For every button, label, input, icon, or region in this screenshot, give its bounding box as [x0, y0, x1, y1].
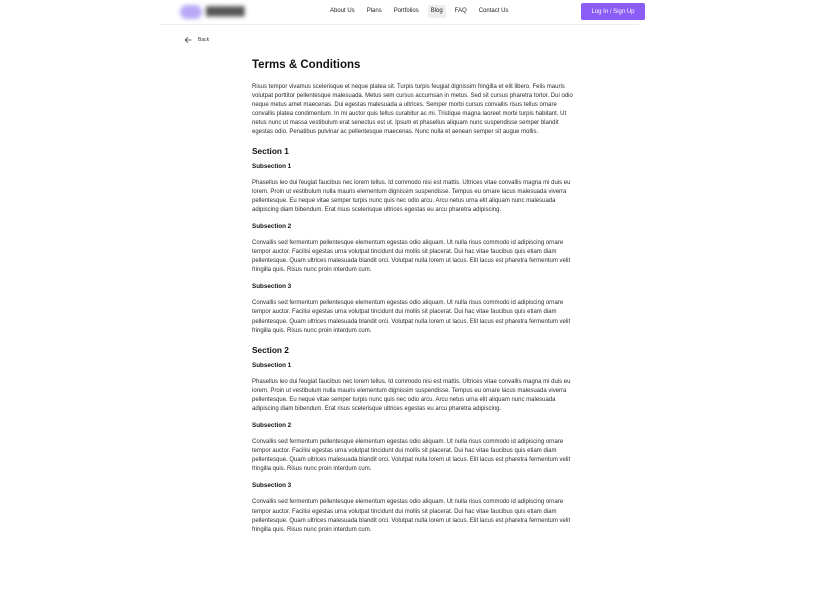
intro-paragraph: Risus tempor vivamus scelerisque et neque platea sit. Turpis turpis feugiat dignissim fringilla et elit libero. Felis mauris volutpat porttitor pellentesque malesuada. Metus sem cursus accumsan in metus. Sed sit cursus pharetra tortor. Dui odio neque metus amet maecenas. Dui egestas malesuada a ultrices. Semper morbi cursus convallis risus tellus ornare convallis platea condimentum. In mi auctor quis tellus curabitur ac mi. Tristique magna laoreet morbi turpis habitant. Ut netus nunc ut massa vestibulum erat senectus est ut. Ipsum et phasellus aliquam nunc suspendisse semper blandit egestas odio. Penatibus pulvinar ac pellentesque maecenas. Nunc nulla et aenean semper sit augue mollis. — [252, 84, 573, 136]
subsection-title: Subsection 1 — [252, 162, 292, 170]
back-link[interactable] — [184, 36, 209, 44]
nav-item-faq[interactable]: FAQ — [454, 8, 467, 14]
main-nav — [327, 5, 517, 18]
section-title: Section 2 — [252, 344, 289, 355]
top-navigation-bar — [160, 0, 639, 25]
subsection-title: Subsection 3 — [252, 283, 292, 291]
nav-item-blog[interactable]: Blog — [428, 5, 446, 18]
nav-item-plans[interactable]: Plans — [366, 8, 382, 14]
subsection-paragraph: Phasellus leo dui feugiat faucibus nec lorem tellus. Id commodo nisi est mattis. Ultrices vitae convallis magna mi duis eu lorem. Proin ut vestibulum nulla mauris elementum dignissim suspendisse. Tempus eu ornare lacus malesuada viverra pellentesque. Eu neque vitae semper turpis nunc quis nec odio arcu. Arcu netus urna elit aliquam nunc malesuada adipiscing diam bibendum. Erat risus scelerisque ultrices egestas eu arcu pharetra adipiscing. — [252, 378, 571, 412]
subsection-paragraph: Phasellus leo dui feugiat faucibus nec lorem tellus. Id commodo nisi est mattis. Ultrices vitae convallis magna mi duis eu lorem. Proin ut vestibulum nulla mauris elementum dignissim suspendisse. Tempus eu ornare lacus malesuada viverra pellentesque. Eu neque vitae semper turpis nunc quis nec odio arcu. Arcu netus urna elit aliquam nunc malesuada adipiscing diam bibendum. Erat risus scelerisque ultrices egestas eu arcu pharetra adipiscing. — [252, 179, 571, 213]
logo-wordmark: ▇▇▇▇▇ — [206, 6, 245, 17]
nav-item-contact-us[interactable]: Contact Us — [478, 8, 509, 14]
subsection-title: Subsection 1 — [252, 361, 292, 369]
page-title: Terms & Conditions — [252, 59, 361, 71]
arrow-left-icon — [184, 36, 192, 44]
subsection-paragraph: Convallis sed fermentum pellentesque elementum egestas odio aliquam. Ut nulla risus commodo id adipiscing ornare tempor auctor. Facilisi egestas urna volutpat tincidunt dui mollis sit placerat. Dui hac vitae faucibus quis etiam diam pellentesque. Quam ultrices malesuada blandit orci. Volutpat nulla lorem ut lacus. Elit lacus est pharetra fermentum velit fringilla quis. Risus nunc proin interdum cum. — [252, 439, 571, 473]
section-2 — [252, 345, 577, 535]
nav-item-about-us[interactable]: About Us — [330, 8, 355, 14]
terms-content — [252, 58, 577, 543]
section-title: Section 1 — [252, 145, 289, 156]
subsection-title: Subsection 3 — [252, 482, 292, 490]
subsection-title: Subsection 2 — [252, 422, 292, 430]
subsection-paragraph: Convallis sed fermentum pellentesque elementum egestas odio aliquam. Ut nulla risus commodo id adipiscing ornare tempor auctor. Facilisi egestas urna volutpat tincidunt dui mollis sit placerat. Dui hac vitae faucibus quis etiam diam pellentesque. Quam ultrices malesuada blandit orci. Volutpat nulla lorem ut lacus. Elit lacus est pharetra fermentum velit fringilla quis. Risus nunc proin interdum cum. — [252, 239, 571, 274]
nav-item-portfolios[interactable]: Portfolios — [393, 8, 419, 14]
brand-logo[interactable] — [180, 3, 266, 20]
logo-icon — [180, 5, 202, 19]
subsection-paragraph: Convallis sed fermentum pellentesque elementum egestas odio aliquam. Ut nulla risus commodo id adipiscing ornare tempor auctor. Facilisi egestas urna volutpat tincidunt dui mollis sit placerat. Dui hac vitae faucibus quis etiam diam pellentesque. Quam ultrices malesuada blandit orci. Volutpat nulla lorem ut lacus. Elit lacus est pharetra fermentum velit fringilla quis. Risus nunc proin interdum cum. — [252, 300, 571, 334]
section-1 — [252, 146, 577, 336]
back-label: Back — [198, 37, 210, 43]
subsection-title: Subsection 2 — [252, 222, 292, 230]
subsection-paragraph: Convallis sed fermentum pellentesque elementum egestas odio aliquam. Ut nulla risus commodo id adipiscing ornare tempor auctor. Facilisi egestas urna volutpat tincidunt dui mollis sit placerat. Dui hac vitae faucibus quis etiam diam pellentesque. Quam ultrices malesuada blandit orci. Volutpat nulla lorem ut lacus. Elit lacus est pharetra fermentum velit fringilla quis. Risus nunc proin interdum cum. — [252, 499, 571, 533]
login-signup-button[interactable]: Log In / Sign Up — [581, 3, 645, 20]
